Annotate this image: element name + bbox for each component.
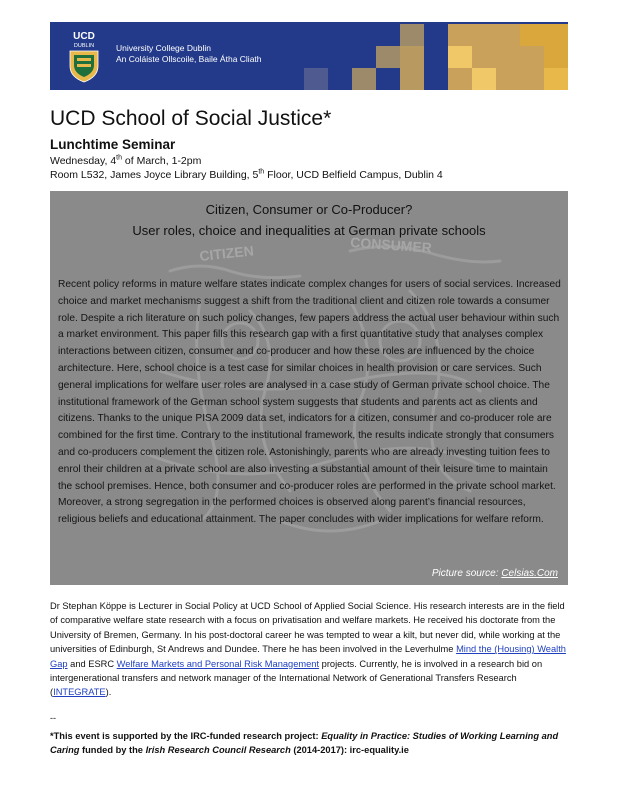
date-sup: th [116, 154, 122, 162]
school-title: UCD School of Social Justice* [50, 107, 332, 130]
link-welfare-markets[interactable]: Welfare Markets and Personal Risk Management [116, 658, 320, 669]
mosaic-tile [448, 46, 472, 68]
svg-text:DUBLIN: DUBLIN [73, 43, 95, 49]
funding-note [50, 729, 568, 758]
mosaic-tile [472, 24, 496, 46]
talk-abstract: Recent policy reforms in mature welfare states indicate complex changes for users of social services. Increased choice and market mechanisms suggest a shift from the traditional client and citizen role towards a consumer role. Despite a rich literature on such policy changes, few papers address the actual user behaviour within such a market environment. This paper fills this research gap with a first quantitative study that analyses complex interactions between citizen, consumer and co-producer and how these roles are influenced by the choice architecture. Here, school choice is a test case for similar choices in health provision or care services. Such general implications for welfare user roles are analysed in a case study of German private school choice. The institutional framework of the German school system suggests that students and parents act as clients and citizens. Thanks to the unique PISA 2009 data set, indicators for a citizen, consumer and co-producer role are combined for the first time. Contrary to the institutional framework, the results indicate strongly that consumers and co-producers complement the citizen role. Astonishingly, parents who are already investing tuition fees to enrol their children at a private school are also investing a substantial amount of their leisure time to maintain the school premises. Hence, both consumer and co-producer roles are performed in the private school market. Moreover, a strong segregation in the performed choices is observed along parent’s financial resources, religious beliefs and educational attainment. The paper concludes with wider implications for welfare reform. [58, 279, 561, 526]
mosaic-tile [496, 68, 520, 90]
room-sup: th [258, 168, 265, 176]
mosaic-tile [496, 46, 520, 68]
funding-suffix: (2014-2017): irc-equality.ie [290, 745, 409, 756]
event-location [50, 169, 443, 181]
date-suffix: of March, 1-2pm [122, 155, 202, 167]
mosaic-tile [376, 46, 400, 68]
sketch-word-consumer: CONSUMER [349, 234, 433, 256]
mosaic-tile [520, 68, 544, 90]
talk-title-line1: Citizen, Consumer or Co-Producer? [205, 202, 413, 217]
university-name-irish: An Coláiste Ollscoile, Baile Átha Cliath [116, 54, 262, 64]
series-title: Lunchtime Seminar [50, 137, 176, 152]
university-name: University College Dublin [116, 43, 211, 53]
sketch-word-citizen: CITIZEN [198, 242, 255, 264]
university-name-block [116, 43, 262, 65]
mosaic-tile [400, 68, 424, 90]
bio-text-3: projects. Currently, he is involved in a research bid on intergenerational transfers and network manager of the International Network of Generational Transfers Research ( [50, 658, 543, 698]
header-banner [50, 22, 568, 90]
credit-link[interactable]: Celsias.Com [501, 568, 558, 579]
talk-panel [50, 191, 568, 585]
mosaic-tile [544, 46, 568, 68]
bio-text-4: ). [105, 687, 112, 698]
mosaic-tile [304, 68, 328, 90]
mosaic-tile [472, 46, 496, 68]
mosaic-tile [472, 68, 496, 90]
svg-text:UCD: UCD [73, 31, 95, 42]
talk-title-line2: User roles, choice and inequalities at German private schools [132, 223, 486, 238]
mosaic-tile [352, 68, 376, 90]
speaker-bio [50, 599, 568, 700]
funding-middle: funded by the [79, 745, 146, 756]
credit-prefix: Picture source: [431, 568, 502, 579]
mosaic-tile [544, 24, 568, 46]
bio-text-1: Dr Stephan Köppe is Lecturer in Social Policy at UCD School of Applied Social Science. His research interests are in the field of comparative welfare state research with a focus on privatisation and welfare markets. He received his doctorate from the University of Bremen, Germany. In his post-doctoral career he was tempted to wear a kilt, but never did, while working at the universities of Edinburgh, St Andrews and Dundee. There he has been involved in the Leverhulme [50, 601, 565, 655]
mosaic-tile [544, 68, 568, 90]
mosaic-tile [448, 24, 472, 46]
mosaic-tile [400, 24, 424, 46]
event-date [50, 155, 201, 167]
picture-credit [432, 568, 558, 579]
room-prefix: Room L532, James Joyce Library Building, 5 [50, 169, 259, 181]
room-suffix: Floor, UCD Belfield Campus, Dublin 4 [264, 169, 443, 181]
funding-council: Irish Research Council Research [145, 745, 291, 756]
mosaic-tile [520, 46, 544, 68]
link-integrate[interactable]: INTEGRATE [53, 687, 106, 698]
ucd-crest-logo [64, 28, 104, 84]
funding-project: Equality in Practice: Studies of Working Learning and Caring [50, 731, 559, 756]
mosaic-tile [448, 68, 472, 90]
funding-prefix: *This event is supported by the IRC-funded research project: [50, 731, 322, 741]
date-prefix: Wednesday, 4 [50, 155, 117, 167]
link-wealth-gap[interactable]: Mind the (Housing) Wealth Gap [50, 644, 566, 669]
separator-dash: -- [50, 713, 56, 723]
mosaic-tile [496, 24, 520, 46]
mosaic-tile [520, 24, 544, 46]
mosaic-tile [400, 46, 424, 68]
bio-text-2: and ESRC [67, 658, 117, 669]
